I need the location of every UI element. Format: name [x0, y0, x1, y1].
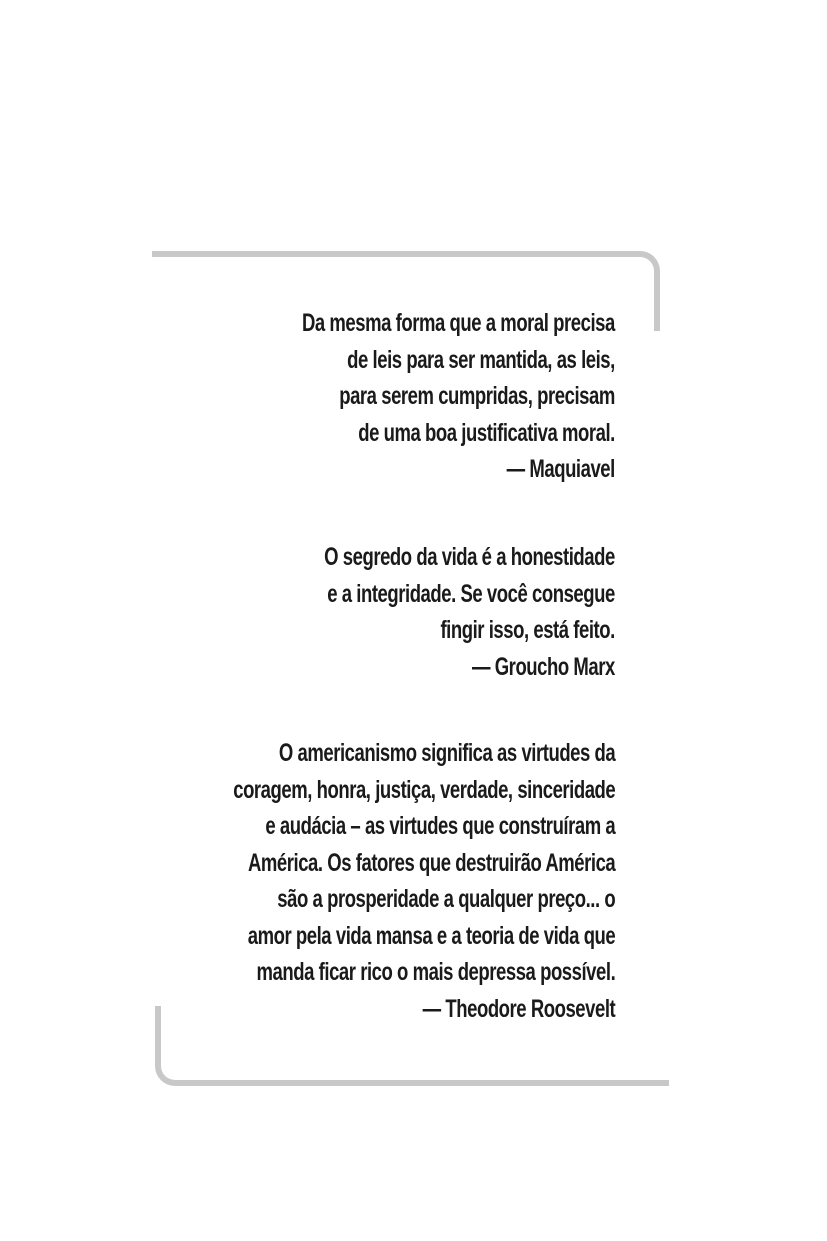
quote-line: América. Os fatores que destruirão América: [247, 848, 615, 877]
quote-line: Da mesma forma que a moral precisa: [302, 309, 615, 337]
quote-line: fingir isso, está feito.: [440, 616, 615, 644]
quote-line: de uma boa justificativa moral.: [358, 418, 615, 447]
quote-groucho-marx: [324, 539, 615, 685]
quote-attribution: — Groucho Marx: [472, 652, 615, 681]
quote-attribution: — Theodore Roosevelt: [422, 994, 615, 1023]
quote-line: de leis para ser mantida, as leis,: [347, 345, 615, 374]
quote-attribution: — Maquiavel: [506, 455, 615, 483]
quote-line: e audácia – as virtudes que construíram a: [265, 812, 615, 840]
quote-line: O americanismo significa as virtudes da: [278, 739, 615, 767]
quote-line: manda ficar rico o mais depressa possível.: [256, 958, 615, 986]
quote-maquiavel: [302, 305, 615, 488]
quote-line: O segredo da vida é a honestidade: [324, 543, 615, 571]
quote-line: coragem, honra, justiça, verdade, sinceridade: [232, 775, 615, 804]
quote-line: para serem cumpridas, precisam: [339, 382, 615, 410]
quote-theodore-roosevelt: [233, 735, 615, 1027]
quote-line: e a integridade. Se você consegue: [327, 579, 615, 608]
quote-line: amor pela vida mansa e a teoria de vida que: [247, 921, 615, 950]
quote-line: são a prosperidade a qualquer preço... o: [277, 885, 615, 913]
